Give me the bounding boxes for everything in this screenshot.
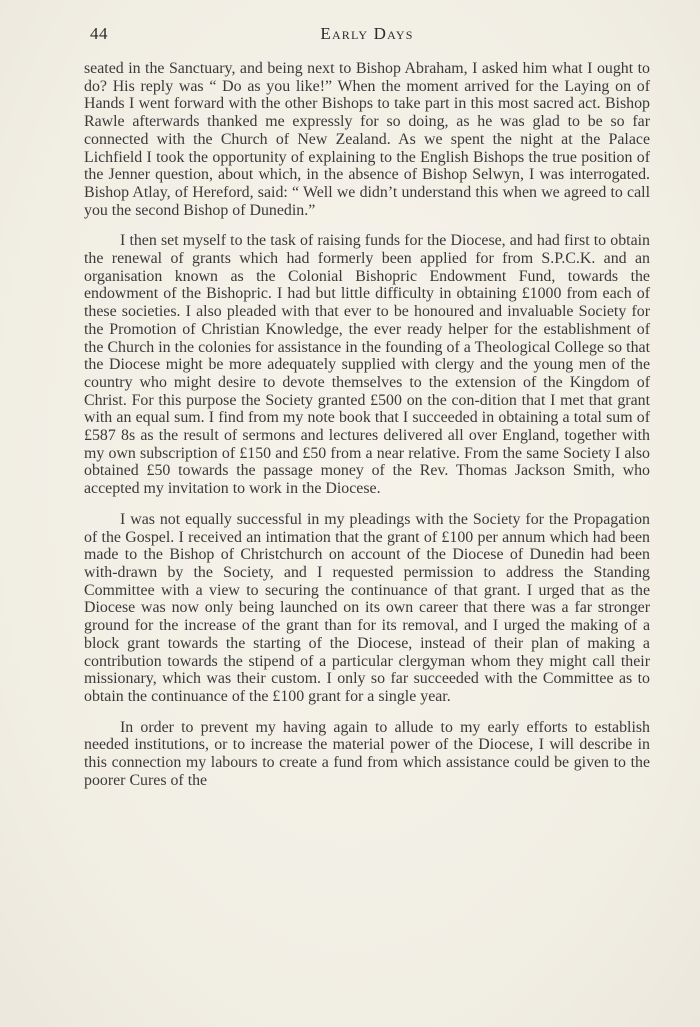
running-head: Early Days (320, 24, 414, 43)
page-header (84, 24, 650, 48)
paragraph: seated in the Sanctuary, and being next to Bishop Abraham, I asked him what I ought to do? His reply was “ Do as you like!” When the moment arrived for the Laying on of Hands I went forward with the other Bishops to take part in this most sacred act. Bishop Rawle afterwards thanked me expressly for so doing, as he was glad to be so far connected with the Church of New Zealand. As we spent the night at the Palace Lichfield I took the opportunity of explaining to the English Bishops the true position of the Jenner question, about which, in the absence of Bishop Selwyn, I was interrogated. Bishop Atlay, of Hereford, said: “ Well we didn’t understand this when we agreed to call you the second Bishop of Dunedin.” (84, 60, 650, 219)
body-text (84, 60, 650, 802)
page-number: 44 (90, 24, 108, 43)
paragraph: I was not equally successful in my pleadings with the Society for the Propagation of the Gospel. I received an intimation that the grant of £100 per annum which had been made to the Bishop of Christchurch on account of the Diocese of Dunedin had been with-drawn by the Society, and I requested permission to address the Standing Committee with a view to securing the continuance of that grant. I urged that as the Diocese was now only being launched on its own career that there was a far stronger ground for the increase of the grant than for its removal, and I urged the making of a block grant towards the starting of the Diocese, instead of their plan of making a contribution towards the stipend of a particular clergyman whom they might call their missionary, which was their custom. I only so far succeeded with the Committee as to obtain the continuance of the £100 grant for a single year. (84, 510, 650, 705)
paragraph: In order to prevent my having again to allude to my early efforts to establish needed institutions, or to increase the material power of the Diocese, I will describe in this connection my labours to create a fund from which assistance could be given to the poorer Cures of the (84, 718, 650, 789)
paragraph: I then set myself to the task of raising funds for the Diocese, and had first to obtain the renewal of grants which had formerly been applied for from S.P.C.K. and an organisation known as the Colonial Bishopric Endowment Fund, towards the endowment of the Bishopric. I had but little difficulty in obtaining £1000 from each of these societies. I also pleaded with that ever to be honoured and invaluable Society for the Promotion of Christian Knowledge, the ever ready helper for the establishment of the Church in the colonies for assistance in the founding of a Theological College so that the Diocese might be more adequately supplied with clergy and the young men of the country who might desire to devote themselves to the extension of the Kingdom of Christ. For this purpose the Society granted £500 on the con-dition that I met that grant with an equal sum. I find from my note book that I succeeded in obtaining a total sum of £587 8s as the result of sermons and lectures delivered all over England, together with my own subscription of £150 and £50 from a near relative. From the same Society I also obtained £50 towards the passage money of the Rev. Thomas Jackson Smith, who accepted my invitation to work in the Diocese. (84, 232, 650, 498)
